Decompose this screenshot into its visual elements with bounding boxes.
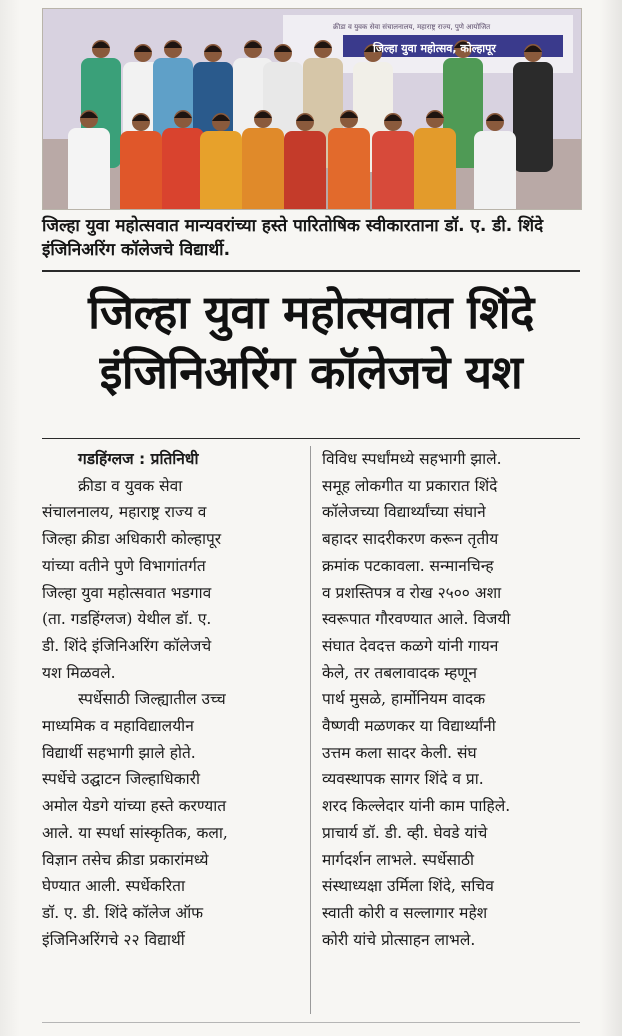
article-line: संस्थाध्यक्षा उर्मिला शिंदे, सचिव	[322, 877, 494, 896]
article-line: डी. शिंदे इंजिनिअरिंग कॉलेजचे	[42, 636, 212, 655]
clipping-bottom-edge	[42, 1022, 580, 1023]
article-column-right	[322, 446, 580, 953]
column-divider	[310, 446, 311, 1014]
article-line: क्रीडा व युवक सेवा	[78, 476, 183, 495]
article-line: यश मिळवले.	[42, 663, 116, 682]
article-line: मार्गदर्शन लाभले. स्पर्धेसाठी	[322, 850, 474, 869]
group-photo-illustration	[43, 9, 581, 209]
article-line: (ता. गडहिंग्लज) येथील डॉ. ए.	[42, 610, 212, 629]
headline-line-2: इंजिनिअरिंग कॉलेजचे यश	[99, 345, 523, 399]
article-line: व्यवस्थापक सागर शिंदे व प्रा.	[322, 770, 484, 789]
article-line: समूह लोकगीत या प्रकारात शिंदे	[322, 476, 498, 495]
dateline: गडहिंग्लज : प्रतिनिधी	[78, 450, 199, 468]
headline-line-1: जिल्हा युवा महोत्सवात शिंदे	[88, 285, 534, 339]
article-line: जिल्हा क्रीडा अधिकारी कोल्हापूर	[42, 530, 222, 549]
caption-rule	[42, 270, 580, 272]
article-line: शरद किल्लेदार यांनी काम पाहिले.	[322, 797, 511, 816]
banner-subtitle: क्रीडा व युवक सेवा संचालनालय, महाराष्ट्र राज्य, पुणे आयोजित	[333, 23, 491, 31]
article-line: स्वाती कोरी व सल्लागार महेश	[322, 903, 488, 922]
article-line: माध्यमिक व महाविद्यालयीन	[42, 717, 194, 736]
headline-rule	[42, 438, 580, 439]
article-line: जिल्हा युवा महोत्सवात भडगाव	[42, 583, 212, 602]
article-line: संचालनालय, महाराष्ट्र राज्य व	[42, 503, 207, 522]
article-line: वैष्णवी मळणकर या विद्यार्थ्यांनी	[322, 717, 496, 736]
article-line: यांच्या वतीने पुणे विभागांतर्गत	[42, 556, 206, 575]
news-clipping	[36, 0, 584, 1036]
article-column-left	[42, 446, 300, 953]
article-line: क्रमांक पटकावला. सन्मानचिन्ह	[322, 556, 494, 575]
article-line: पार्थ मुसळे, हार्मोनियम वादक	[322, 690, 486, 709]
news-photo	[42, 8, 582, 210]
article-line: उत्तम कला सादर केली. संघ	[322, 743, 477, 762]
article-line: केले, तर तबलावादक म्हणून	[322, 663, 477, 682]
article-line: घेण्यात आली. स्पर्धेकरिता	[42, 877, 185, 896]
article-line: कोरी यांचे प्रोत्साहन लाभले.	[322, 930, 476, 949]
article-line: आले. या स्पर्धा सांस्कृतिक, कला,	[42, 823, 228, 842]
article-line: विज्ञान तसेच क्रीडा प्रकारांमध्ये	[42, 850, 209, 869]
article-line: कॉलेजच्या विद्यार्थ्यांच्या संघाने	[322, 503, 486, 522]
article-line: डॉ. ए. डी. शिंदे कॉलेज ऑफ	[42, 903, 204, 922]
article-line: प्राचार्य डॉ. डी. व्ही. घेवडे यांचे	[322, 823, 488, 842]
person-figure	[513, 44, 553, 172]
headline	[42, 282, 580, 402]
article-line: विविध स्पर्धांमध्ये सहभागी झाले.	[322, 450, 502, 468]
article-line: बहादर सादरीकरण करून तृतीय	[322, 530, 499, 549]
article-line: इंजिनिअरिंगचे २२ विद्यार्थी	[42, 930, 185, 949]
article-line: अमोल येडगे यांच्या हस्ते करण्यात	[42, 797, 227, 816]
photo-caption: जिल्हा युवा महोत्सवात मान्यवरांच्या हस्ते पारितोषिक स्वीकारताना डॉ. ए. डी. शिंदे इंजिनिअरिंग कॉलेजचे विद्यार्थी.	[42, 216, 544, 260]
banner-title: जिल्हा युवा महोत्सव, कोल्हापूर	[373, 42, 496, 55]
article-line: स्पर्धेचे उद्घाटन जिल्हाधिकारी	[42, 770, 200, 789]
article-line: विद्यार्थी सहभागी झाले होते.	[42, 743, 196, 762]
article-line: स्पर्धेसाठी जिल्ह्यातील उच्च	[78, 690, 226, 709]
article-line: स्वरूपात गौरवण्यात आले. विजयी	[322, 610, 511, 629]
article-line: संघात देवदत्त कळगे यांनी गायन	[322, 636, 499, 655]
article-line: व प्रशस्तिपत्र व रोख २५०० अशा	[322, 583, 502, 602]
